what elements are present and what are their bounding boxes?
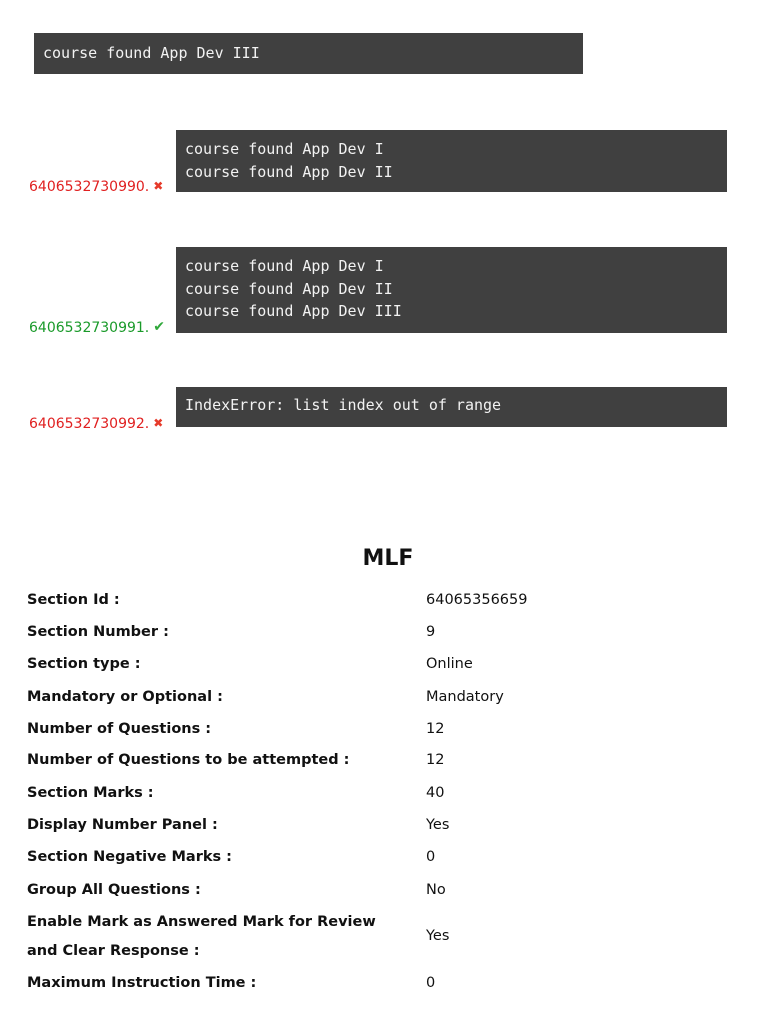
row-value: 9 — [426, 624, 436, 640]
option-id-text: 6406532730992. — [29, 416, 150, 432]
code-line: course found App Dev III — [43, 44, 260, 62]
code-line: course found App Dev I — [185, 257, 384, 275]
section-title: MLF — [362, 546, 414, 571]
check-mark-icon: ✔ — [153, 319, 165, 335]
row-label: Number of Questions to be attempted : — [27, 752, 350, 768]
row-label: Enable Mark as Answered Mark for Review and Clear Response : — [27, 914, 376, 959]
option-id — [29, 179, 163, 195]
option-output-box — [176, 247, 727, 333]
code-line: course found App Dev II — [185, 279, 393, 298]
row-value: No — [426, 882, 446, 898]
row-value: 12 — [426, 721, 445, 737]
section-row — [27, 650, 747, 679]
row-label: Number of Questions : — [27, 721, 212, 737]
section-row — [27, 715, 747, 744]
row-label: Display Number Panel : — [27, 817, 218, 833]
row-value: Online — [426, 656, 473, 672]
section-row — [27, 811, 747, 840]
section-row — [27, 683, 747, 712]
row-value: Mandatory — [426, 689, 504, 705]
section-row — [27, 908, 747, 966]
row-label: Maximum Instruction Time : — [27, 975, 257, 991]
code-line: IndexError: list index out of range — [185, 396, 502, 414]
row-label: Section Negative Marks : — [27, 849, 232, 865]
wrong-mark-icon: ✖ — [153, 179, 164, 193]
section-row — [27, 876, 747, 905]
section-row — [27, 746, 747, 775]
option-output-box — [176, 130, 727, 192]
option-id-text: 6406532730991. — [29, 320, 150, 336]
row-value: 40 — [426, 785, 445, 801]
top-output-box — [34, 33, 583, 74]
code-line: course found App Dev II — [185, 162, 393, 181]
section-row — [27, 843, 747, 872]
code-line: course found App Dev I — [185, 140, 384, 158]
row-label: Section Id : — [27, 592, 120, 608]
section-row — [27, 618, 747, 647]
row-value: Yes — [426, 817, 450, 833]
wrong-mark-icon: ✖ — [153, 416, 164, 430]
option-output-box — [176, 387, 727, 427]
option-id — [29, 319, 165, 336]
row-value: 12 — [426, 752, 445, 768]
row-label: Mandatory or Optional : — [27, 689, 223, 705]
section-row — [27, 779, 747, 808]
row-value: 0 — [426, 975, 436, 991]
code-line: course found App Dev III — [185, 302, 402, 320]
option-id-text: 6406532730990. — [29, 179, 150, 195]
row-value: 64065356659 — [426, 592, 528, 608]
row-label: Group All Questions : — [27, 882, 201, 898]
section-row — [27, 969, 747, 998]
row-value: 0 — [426, 849, 436, 865]
section-row — [27, 586, 747, 615]
option-id — [29, 416, 163, 432]
row-value: Yes — [426, 928, 450, 944]
row-label: Section Number : — [27, 624, 169, 640]
row-label: Section type : — [27, 656, 141, 672]
row-label: Section Marks : — [27, 785, 154, 801]
